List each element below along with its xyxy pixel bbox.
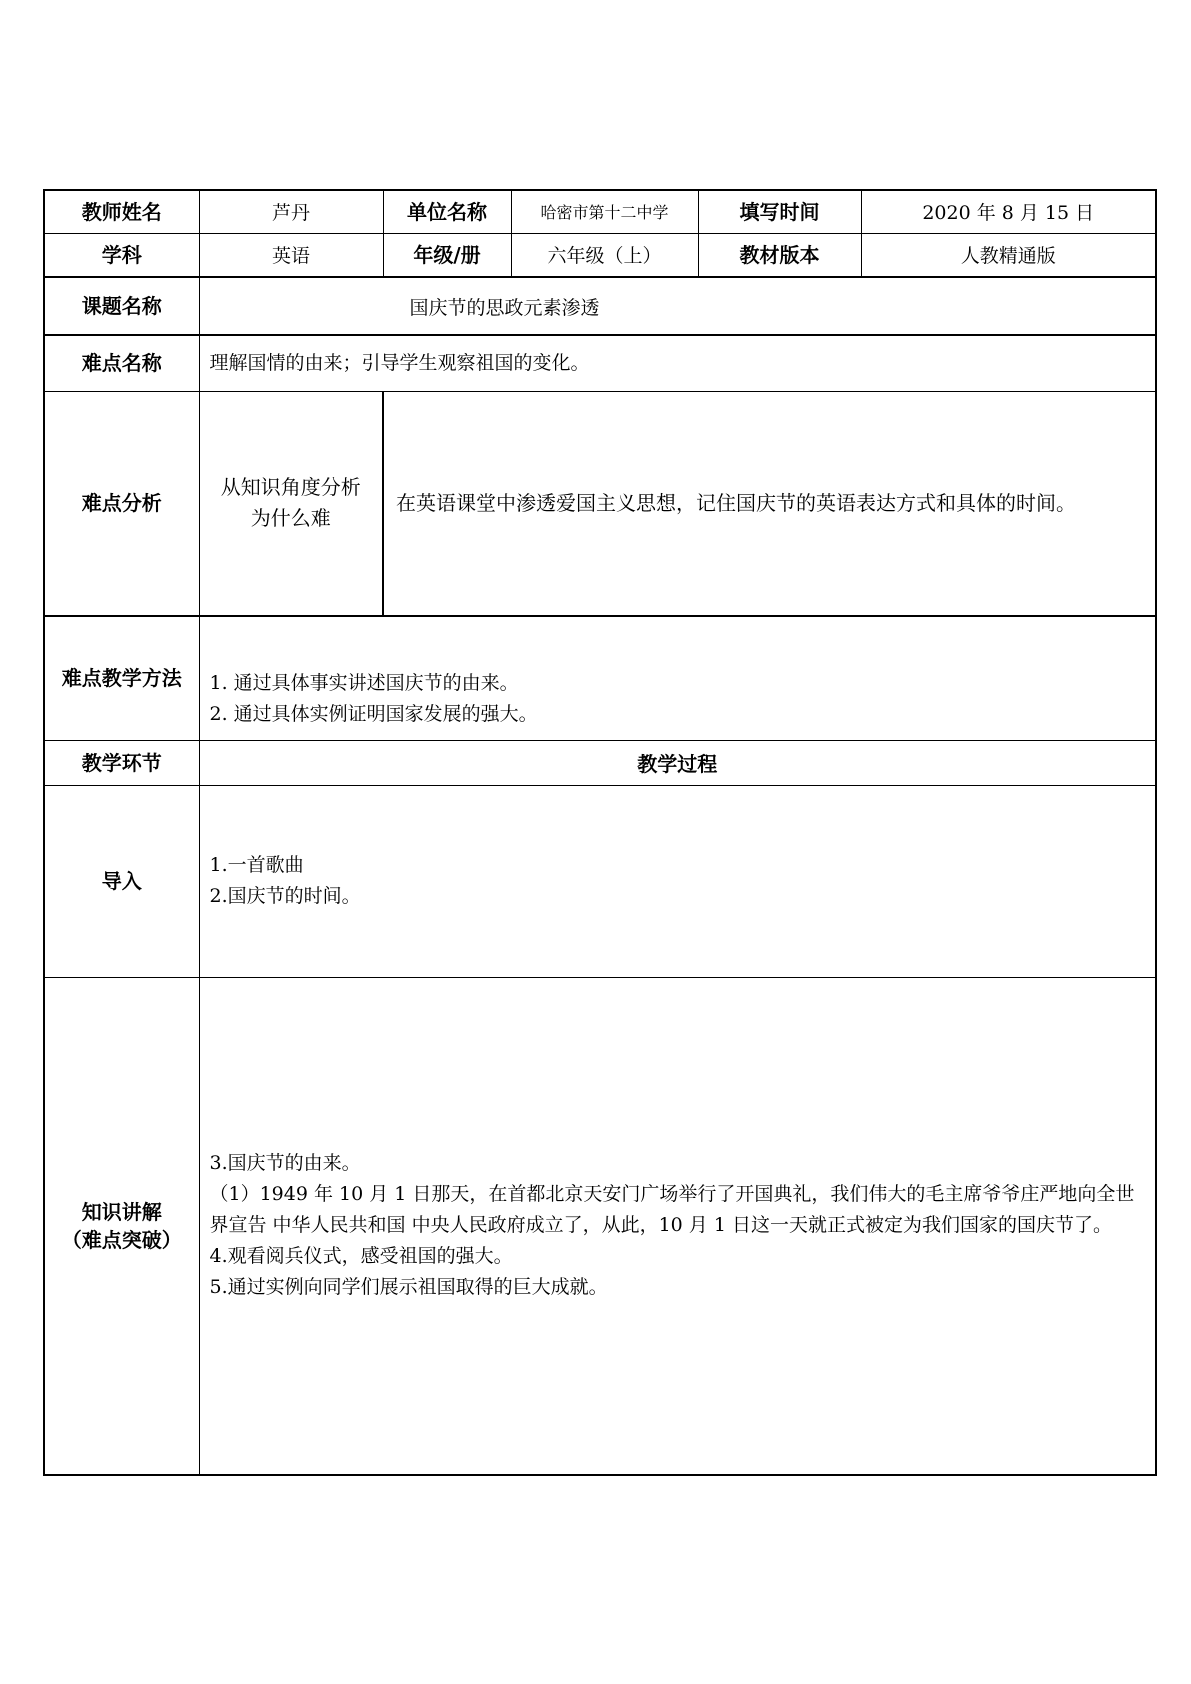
subject-value: 英语 — [199, 233, 383, 277]
method-content — [199, 616, 1156, 740]
intro-line: 2.国庆节的时间。 — [209, 884, 361, 907]
header-row-1 — [44, 190, 1156, 233]
knowledge-line: （1）1949 年 10 月 1 日那天，在首都北京天安门广场举行了开国典礼，我们伟大的毛主席爷爷庄严地向全世界宣告 中华人民共和国 中央人民政府成立了，从此，10 月 1 日这一天就正式被定为我们国家的国庆节了。 — [209, 1183, 1135, 1237]
topic-row — [44, 277, 1156, 335]
method-line: 2. 通过具体实例证明国家发展的强大。 — [209, 702, 538, 725]
knowledge-label-line: 知识讲解 — [81, 1199, 162, 1224]
method-label: 难点教学方法 — [44, 616, 199, 740]
edition-label: 教材版本 — [698, 233, 861, 277]
method-line: 1. 通过具体事实讲述国庆节的由来。 — [209, 671, 519, 694]
difficulty-label: 难点名称 — [44, 335, 199, 391]
date-value: 2020 年 8 月 15 日 — [861, 190, 1156, 233]
unit-value: 哈密市第十二中学 — [511, 190, 698, 233]
process-header: 教学过程 — [199, 740, 1156, 785]
difficulty-value: 理解国情的由来；引导学生观察祖国的变化。 — [199, 335, 1156, 391]
knowledge-line: 4.观看阅兵仪式，感受祖国的强大。 — [209, 1245, 513, 1268]
grade-label: 年级/册 — [383, 233, 511, 277]
edition-value: 人教精通版 — [861, 233, 1156, 277]
analysis-label: 难点分析 — [44, 391, 199, 616]
knowledge-row — [44, 977, 1156, 1475]
knowledge-label-line: （难点突破） — [61, 1227, 182, 1252]
method-row — [44, 616, 1156, 740]
stage-header: 教学环节 — [44, 740, 199, 785]
analysis-row — [44, 391, 1156, 616]
analysis-sub-label: 从知识角度分析为什么难 — [199, 391, 383, 616]
topic-label: 课题名称 — [44, 277, 199, 335]
knowledge-line: 3.国庆节的由来。 — [209, 1152, 361, 1175]
intro-line: 1.一首歌曲 — [209, 853, 304, 876]
intro-content — [199, 785, 1156, 977]
intro-label: 导入 — [44, 785, 199, 977]
process-header-row — [44, 740, 1156, 785]
difficulty-row — [44, 335, 1156, 391]
date-label: 填写时间 — [698, 190, 861, 233]
subject-label: 学科 — [44, 233, 199, 277]
teacher-label: 教师姓名 — [44, 190, 199, 233]
topic-value: 国庆节的思政元素渗透 — [199, 277, 1156, 335]
teacher-value: 芦丹 — [199, 190, 383, 233]
grade-value: 六年级（上） — [511, 233, 698, 277]
knowledge-line: 5.通过实例向同学们展示祖国取得的巨大成就。 — [209, 1276, 608, 1299]
header-row-2 — [44, 233, 1156, 277]
knowledge-content — [199, 977, 1156, 1475]
unit-label: 单位名称 — [383, 190, 511, 233]
lesson-plan-sheet — [43, 189, 1155, 1476]
knowledge-label — [44, 977, 199, 1475]
analysis-value: 在英语课堂中渗透爱国主义思想，记住国庆节的英语表达方式和具体的时间。 — [383, 391, 1156, 616]
intro-row — [44, 785, 1156, 977]
lesson-plan-table — [43, 189, 1157, 1476]
